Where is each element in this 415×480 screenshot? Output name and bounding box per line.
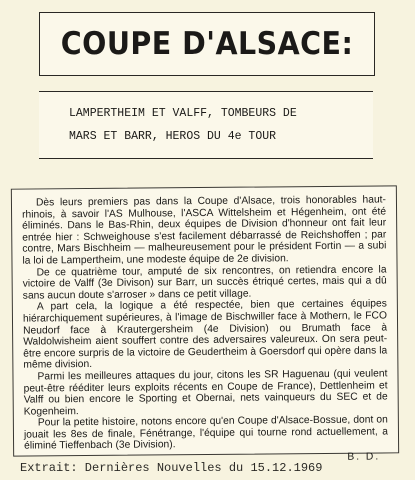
subheadline-box	[39, 91, 373, 159]
source-caption: Extrait: Dernières Nouvelles du 15.12.1969	[20, 461, 323, 475]
article-body	[11, 185, 399, 463]
article-paragraph: De ce quatrième tour, amputé de six rencontres, on retiendra encore la victoire de Valff (3e Divison) sur Barr, un succès étriqué certes, mais qui a dû sans aucun doute s'arroser » dans ce petit village.	[22, 263, 387, 302]
headline-box	[39, 12, 375, 76]
subheadline-line-2: MARS ET BARR, HEROS DU 4e TOUR	[69, 130, 277, 143]
subheadline-line-1: LAMPERTHEIM ET VALFF, TOMBEURS DE	[69, 107, 297, 120]
headline: COUPE D'ALSACE:	[60, 26, 354, 62]
article-paragraph: A part cela, la logique a été respectée, bien que certaines équipes hiérarchiquement supérieures, à l'image de Bischwiller face à Mothern, le FCO Neudorf face à Krautergersheim (4e Division) ou Brumath face à Waldolwisheim aient souffert contre des adversaires valeureux. On sera peut-être encore surpris de la victoire de Geudertheim à Goersdorf qui opère dans la même division.	[22, 298, 388, 371]
article-paragraph: Pour la petite histoire, notons encore qu'en Coupe d'Alsace-Bossue, dont on jouait les 8es de finale, Fénétrange, l'équipe qui tourne rond actuellement, a éliminé Tieffenbach (3e Division).	[23, 414, 389, 453]
author-signature: B. D.	[347, 451, 381, 463]
article-paragraph: Dès leurs premiers pas dans la Coupe d'Alsace, trois honorables haut-rhinois, à savoir l'AS Mulhouse, l'ASCA Wittelsheim et Hégenheim, ont été éliminés. Dans le Bas-Rhin, deux équipes de Division d'honneur ont fait leur entrée hier : Schweighouse s'est facilement débarrassé de Reichshoffen ; par contre, Mars Bischheim — malheureusement pour le président Fortin — a subi la loi de Lampertheim, une modeste équipe de 2e division.	[22, 194, 387, 267]
article-paragraph: Parmi les meilleures attaques du jour, citons les SR Haguenau (qui veulent peut-être rééditer leurs exploits récents en Coupe de France), Dettlenheim et Valff ou bien encore le Sporting et Obernai, nets vainqueurs du SEC et de Kogenheim.	[23, 368, 388, 418]
